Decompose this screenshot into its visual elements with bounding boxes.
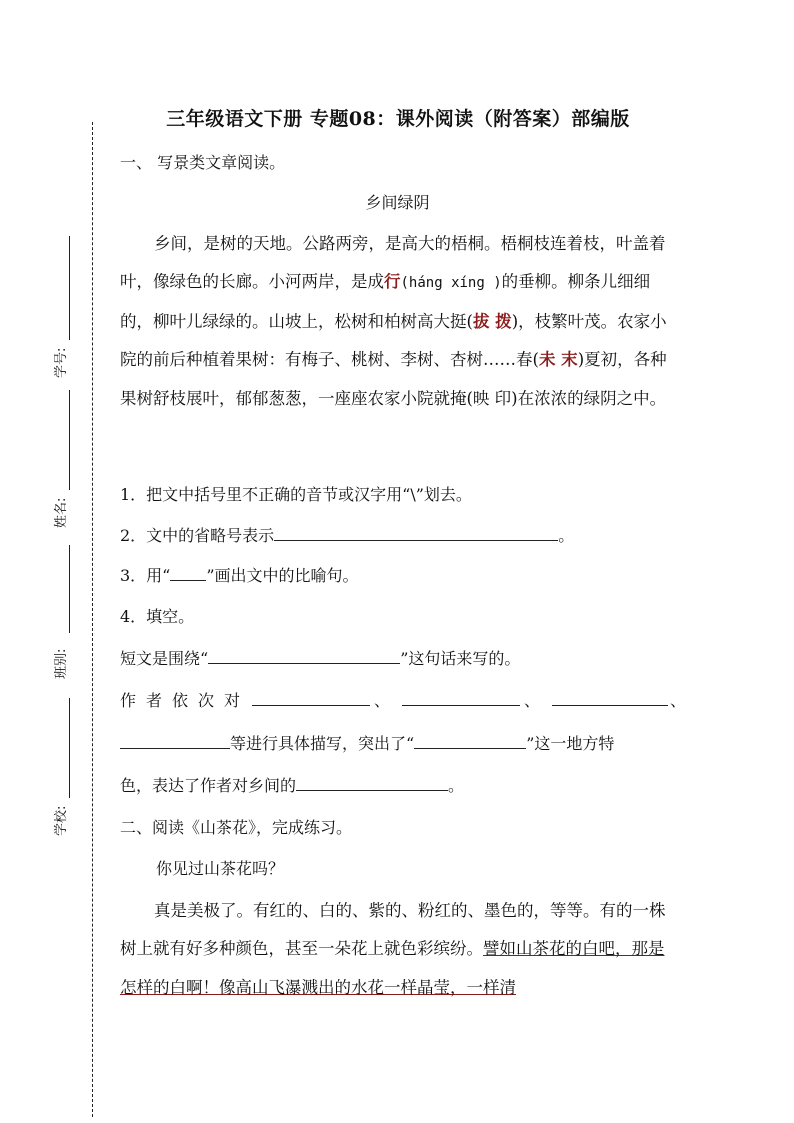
school-field: [48, 698, 92, 848]
answer-blank-order-2[interactable]: [402, 691, 520, 706]
answer-blank-feeling[interactable]: [296, 776, 448, 791]
separator-1: 、: [374, 691, 391, 710]
name-rule: [69, 390, 70, 490]
fill-3-text-a: 等进行具体描写，突出了“: [230, 734, 415, 753]
fill-4-text-b: 。: [448, 776, 465, 795]
fill-line-2: [120, 688, 687, 711]
fill-1-text-a: 短文是围绕“: [120, 649, 209, 668]
fill-4-text-a: 色，表达了作者对乡间的: [120, 776, 297, 795]
answer-blank-order-4[interactable]: [120, 734, 230, 749]
section2-paragraph-1: 你见过山茶花吗？: [156, 859, 285, 878]
underline-sample: [170, 566, 206, 581]
name-field: [48, 390, 92, 540]
fill-line-1: [120, 646, 680, 669]
choice-red-1: 行: [384, 272, 401, 292]
separator-3: 、: [670, 691, 687, 710]
school-label: 学校:: [54, 805, 69, 836]
question-4: 4．填空。: [120, 607, 195, 626]
answer-blank-feature[interactable]: [414, 734, 526, 749]
answer-blank-order-1[interactable]: [252, 691, 370, 706]
class-rule: [69, 545, 70, 633]
student-no-label: 学号:: [54, 347, 69, 378]
fill-line-4: [120, 773, 680, 796]
passage-text-4: )夏初，各种果树舒枝展叶，郁郁葱葱，一座座农家小院就掩(映 印)在浓浓的绿阴之中。: [120, 350, 667, 408]
school-rule: [69, 698, 70, 798]
fill-line-3: [120, 731, 680, 754]
question-2: [120, 523, 680, 546]
choice-red-3: 未 末: [538, 350, 578, 370]
section2-heading: 二、阅读《山茶花》，完成练习。: [120, 818, 353, 837]
class-field: [48, 545, 92, 695]
passage-title: 乡间绿阴: [365, 193, 430, 212]
passage-text-2: 的垂柳。柳条儿细细的，柳叶儿绿绿的。山坡上，松树和柏树高大挺(: [120, 272, 651, 331]
fill-3-text-b: ”这一地方特: [526, 734, 615, 753]
passage-paragraph: [120, 225, 676, 418]
section2-underlined-sentence: 譬如山茶花的白吧，那是怎样的白啊！像高山飞瀑溅出的水花一样晶莹，一样清: [120, 939, 665, 997]
pinyin-choice: (háng xíng ): [400, 275, 502, 292]
answer-blank-q2[interactable]: [274, 526, 558, 541]
answer-blank-order-3[interactable]: [552, 691, 668, 706]
binding-dashed-line: [92, 122, 93, 1117]
question-2-text: 2．文中的省略号表示: [120, 526, 275, 545]
answer-blank-theme[interactable]: [208, 649, 400, 664]
separator-2: 、: [524, 691, 541, 710]
fill-1-text-b: ”这句话来写的。: [400, 649, 521, 668]
section2-paragraph-2: [120, 892, 676, 1007]
choice-red-2: 拔 拨: [472, 311, 512, 331]
question-3: [120, 563, 680, 586]
question-3-text-b: ”画出文中的比喻句。: [206, 566, 359, 585]
fill-2-text: 作者依次对: [120, 691, 251, 710]
student-no-rule: [69, 236, 70, 340]
question-3-text-a: 3．用“: [120, 566, 171, 585]
name-label: 姓名:: [54, 497, 69, 528]
passage-text-1: 乡间，是树的天地。公路两旁，是高大的梧桐。梧桐枝连着枝，叶盖着叶，像绿色的长廊。小河两岸，是成: [120, 234, 666, 292]
question-1: 1．把文中括号里不正确的音节或汉字用“\”划去。: [120, 485, 472, 504]
student-no-field: [48, 236, 92, 406]
passage-text-3: )，枝繁叶茂。农家小院的前后种植着果树：有梅子、桃树、李树、杏树……春(: [120, 311, 667, 370]
section2-text-a: 真是美极了。有红的、白的、紫的、粉红的、墨色的，等等。有的一株树上就有好多种颜色，甚至一朵花上就色彩缤纷。: [120, 901, 666, 959]
section1-heading: 一、 写景类文章阅读。: [120, 153, 286, 172]
question-2-end: 。: [558, 526, 575, 545]
class-label: 班别:: [54, 648, 69, 679]
page-title: 三年级语文下册 专题08：课外阅读（附答案）部编版: [166, 108, 630, 130]
